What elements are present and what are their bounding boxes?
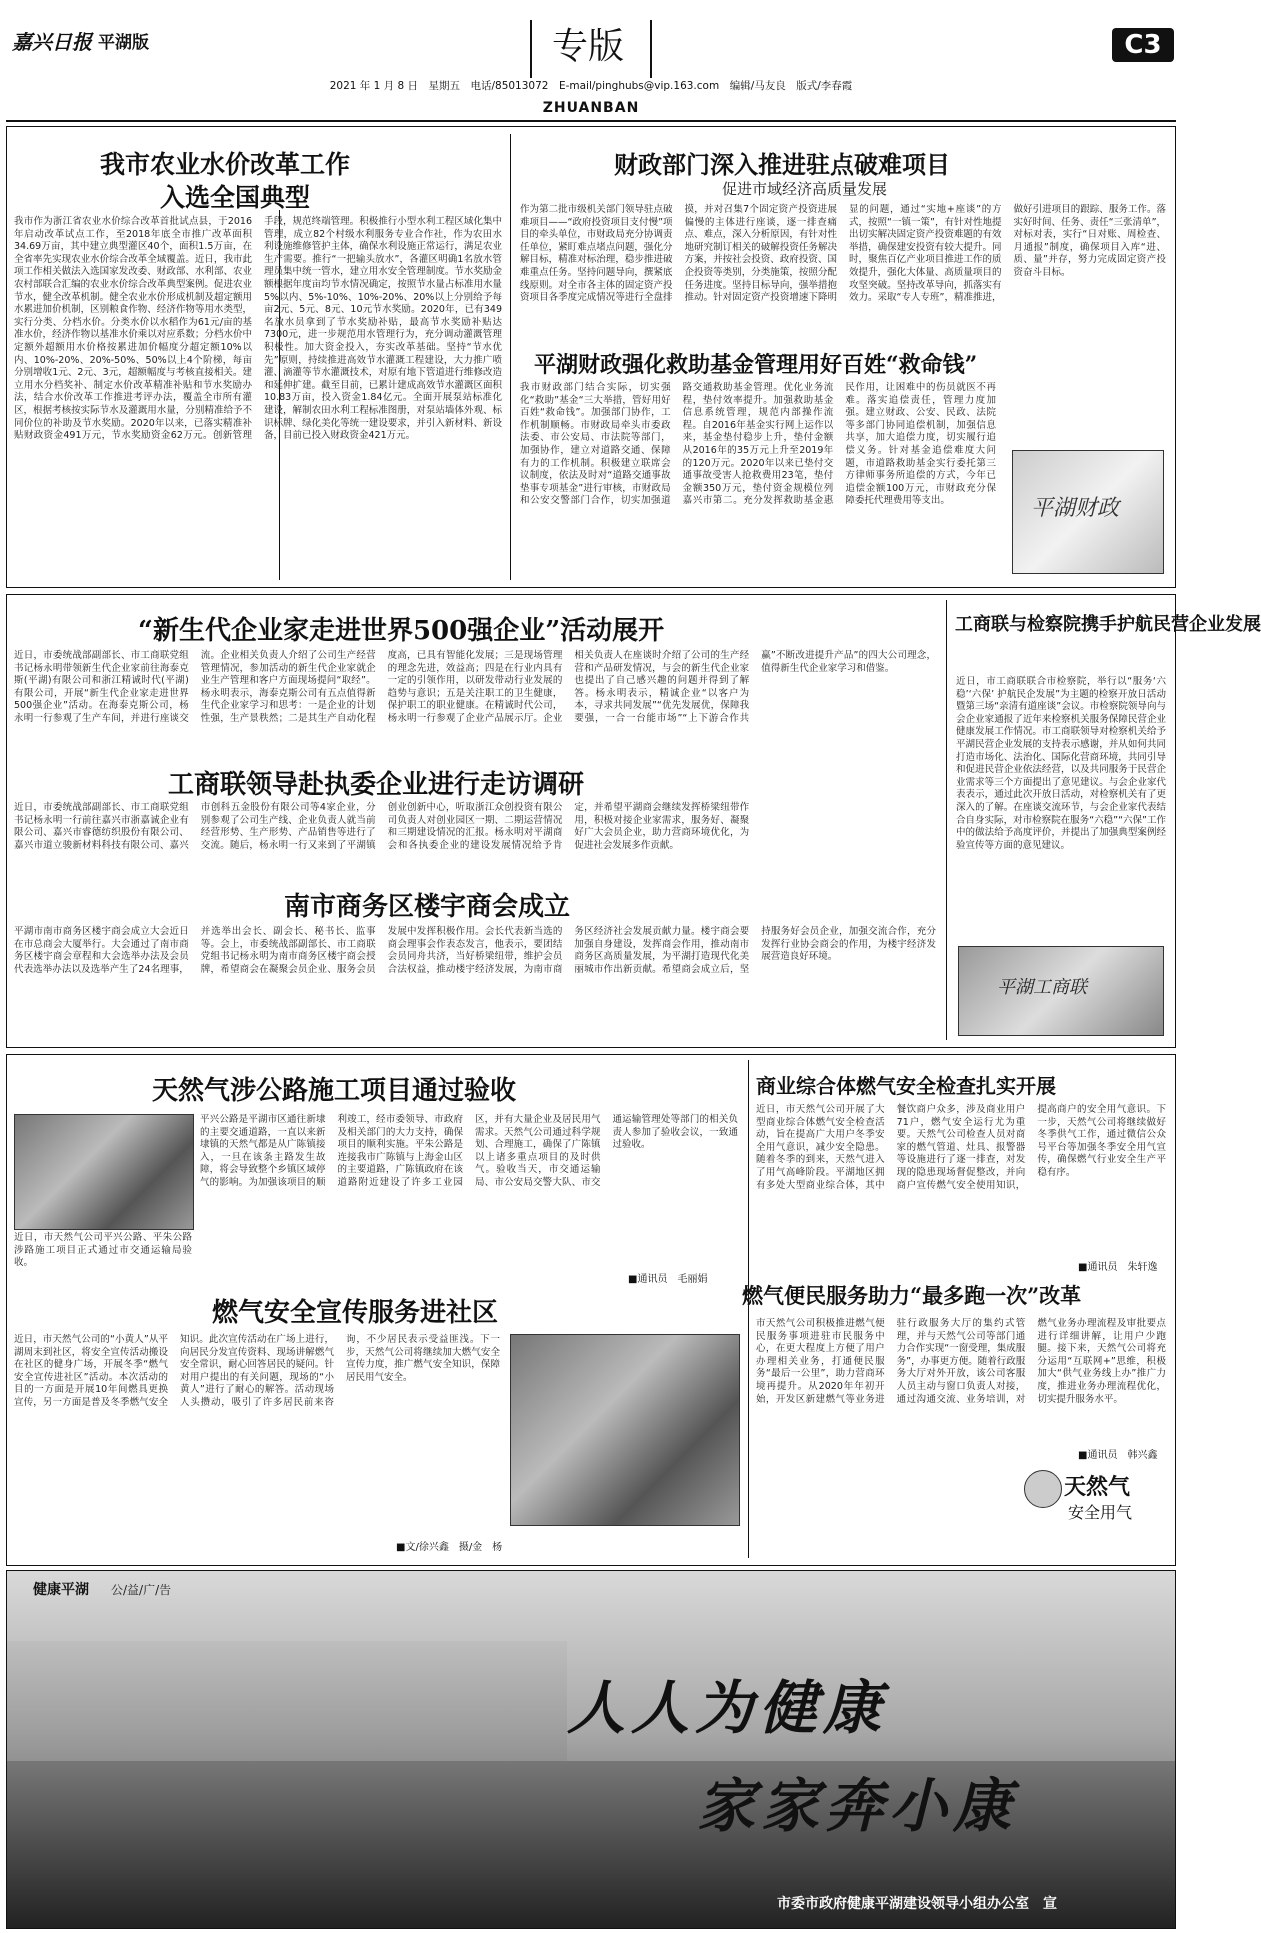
gas-mascot-icon — [1024, 1470, 1062, 1508]
article-body: 平兴公路是平湖市区通往新埭的主要交通道路，一直以来新埭镇的天然气都是从广陈镇接入，一旦在该条主路发生故障，将会导致整个乡镇区域停气的影响。为加强该项目的顺利竣工，经市委领导、市政府及相关部门的大力支持，确保项目的顺利实施。平朱公路是连接我市广陈镇与上海金山区的主要道路，广陈镇政府在该道路附近建设了许多工业园区，并有大量企业及居民用气需求。天然气公司通过科学规划、合理施工，确保了广陈镇以上诸多重点项目的及时供气。验收当天，市交通运输局、市公安局交警大队、市交通运输管理处等部门的相关负责人参加了验收会议，一致通过验收。 — [200, 1114, 738, 1188]
article-title: 燃气安全宣传服务进社区 — [212, 1298, 499, 1328]
article-title: 南市商务区楼宇商会成立 — [284, 892, 571, 922]
gas-safety-badge — [1024, 1464, 1168, 1556]
article-title: 燃气便民服务助力“最多跑一次”改革 — [742, 1283, 1082, 1308]
article-title: 商业综合体燃气安全检查扎实开展 — [756, 1074, 1056, 1098]
article-byline: ■通讯员 朱轩逸 — [1078, 1262, 1158, 1273]
acceptance-photo — [14, 1114, 194, 1230]
community-photo — [510, 1334, 740, 1526]
finance-logo-image — [1012, 450, 1164, 574]
ad-header: 健康平湖 — [33, 1582, 89, 1598]
dateline: 2021 年 1 月 8 日 星期五 电话/85013072 E-mail/pinghubs@vip.163.com 编辑/马友良 版式/李春霞 — [329, 80, 853, 92]
article-title: 工商联领导赴执委企业进行走访调研 — [168, 770, 585, 800]
article-body: 近日，市委统战部副部长、市工商联党组书记杨永明带领新生代企业家前往海泰克斯(平湖)有限公司和浙江精诚时代(平湖)有限公司，开展“新生代企业家走进世界500强企业”活动。在海泰克斯公司，杨永明一行参观了生产车间，并进行座谈交流。企业相关负责人介绍了公司生产经营管理情况，参加活动的新生代企业家就企业生产管理和客户方面现场提问“取经”。杨永明表示，海泰克斯公司有五点值得新生代企业家学习和思考：一是企业的计划性强，生产景秩然；二是其生产自动化程度高，已具有智能化发展；三是现场管理的理念先进，效益高；四是在行业内具有一定的引领作用，以研发带动行业发展的趋势与意识；五是关注职工的卫生健康，保护职工的职业健康。在精诚时代公司，杨永明一行参观了企业产品展示厅。企业相关负责人在座谈时介绍了公司的生产经营和产品研发情况，与会的新生代企业家也提出了自己感兴趣的问题并得到了解答。杨永明表示，精诚企业“以客户为本，寻求共同发展”“优先发展优，保障我要强，一合一台能市场”“上下游合作共赢”不断改进提升产品”的四大公司理念，值得新生代企业家学习和借鉴。 — [14, 650, 936, 724]
ad-header-tag: 公/益/广/告 — [111, 1583, 172, 1597]
ad-slogan-line1: 人人为健康 — [567, 1674, 888, 1742]
gsl-logo-text: 平湖工商联 — [997, 977, 1087, 998]
article-body-tail — [1012, 382, 1164, 442]
article-title: 天然气涉公路施工项目通过验收 — [152, 1076, 517, 1106]
article-body: 我市作为浙江省农业水价综合改革首批试点县，于2016年启动改革试点工作，至2018年底全市推广改革面积34.69万亩，其中建立典型灌区40个，面积1.5万亩，在全省率先实现农业水价综合改革全域覆盖。近日，我市此项工作相关做法入选国家发改委、财政部、水利部、农业农村部联合汇编的农业水价综合改革典型案例。促进农业节水，健全改革机制。健全农业水价形成机制及超定额用水累进加价机制，区别粮食作物、经济作物等用水类型，实行分类、分档水价。分类水价以水稻作为61元/亩的基准水价，经济作物以基准水价乘以对应系数；分档水价中定额外超额用水价格按累进加价幅度分超定额10%以内、10%-20%、20%-50%、50%以上4个阶梯，每亩分别增收1元、2元、3元，超额幅度与考核直接相关。建立用水分档奖补、制定水价改革精准补贴和节水奖励办法，结合水价改革工作推进考评办法，覆盖全市所有灌区，根据考核按实际节水及灌溉用水量，分别精准给予不同价位的补助及节水奖励。2020年以来，已落实精准补贴财政资金491万元，节水奖励资金62万元。创新管理手段，规范终端管理。积极推行小型水利工程区域化集中管理，成立82个村级水利服务专业合作社，作为农田水利设施维修管护主体，确保水利设施正常运行，满足农业生产需要。推行“一把输头放水”，各灌区明确1名放水管理员集中统一管水，建立用水安全管理制度。节水奖励金额根据年度亩均节水情况确定，按照节水量占标准用水量5%以内、5%-10%、10%-20%、20%以上分别给予每亩2元、5元、8元、10元节水奖励。2020年，已有349名放水员拿到了节水奖励补贴，最高节水奖励补贴达7300元，进一步规范用水管理行为，充分调动灌溉管理积极性。加大资金投入，夯实改革基础。坚持“节水优先”原则，持续推进高效节水灌溉工程建设，大力推广喷灌、滴灌等节水灌溉技术，对原有地下管道进行维修改造和延伸扩建。截至目前，已累计建成高效节水灌溉区面积10.83万亩，投入资金1.84亿元。全面开展泵站标准化建设，解制农田水利工程标准图册，对泵站墙体外观、标识标牌、绿化美化等统一建设要求，并引入新材料、新设备，目前已投入财政资金421万元。 — [14, 216, 502, 442]
article-byline: ■通讯员 韩兴鑫 — [1078, 1450, 1158, 1461]
ad-footer: 市委市政府健康平湖建设领导小组办公室 宣 — [777, 1896, 1057, 1912]
article-body: 平湖市南市商务区楼宇商会成立大会近日在市总商会大厦举行。大会通过了南市商务区楼宇商会章程和大会选举办法及会员代表选举办法以及选举产生了24名理事，并选举出会长、副会长、秘书长、监事等。会上，市委统战部副部长、市工商联党组书记杨永明为南市商务区楼宇商会授牌，希望商会在凝聚会员企业、服务会员发展中发挥积极作用。会长代表新当选的商会理事会作表态发言，他表示，要团结会员同舟共济，当好桥梁纽带，维护会员合法权益，推动楼宇经济发展，为南市商务区经济社会发展贡献力量。楼宇商会要加强自身建设，发挥商会作用，推动南市商务区高质量发展，为平湖打造现代化美丽城市作出新贡献。希望商会成立后，坚持服务好会员企业，加强交流合作，充分发挥行业协会商会的作用，为楼宇经济发展营造良好环境。 — [14, 926, 936, 975]
edition-name: 平湖版 — [98, 33, 149, 53]
gas-badge-line1: 天然气 — [1064, 1474, 1131, 1500]
article-title: 工商联与检察院携手护航民营企业发展 — [955, 614, 1261, 635]
article-title: 入选全国典型 — [160, 183, 311, 212]
article-body: 我市财政部门结合实际，切实强化“救助”基金“三大举措，管好用好百姓“救命钱”。加强部门协作，工作机制顺畅。市财政局牵头市委政法委、市公安局、市法院等部门，加强协作，建立对道路交通、保障有力的工作机制。积极建立联席会议制度，依法及时对“道路交通事故垫事专项基金”进行审核，市财政局和公安交警部门合作，切实加强道路交通救助基金管理。优化业务流程，垫付效率提升。加强救助基金信息系统管理，规范内部操作流程。自2016年基金实行网上运作以来，基金垫付稳步上升，垫付金额从2016年的35万元上升至2019年的120万元。2020年以来已垫付交通事故受害人抢救费用23笔，垫付金额350万元，垫付资金规模位列嘉兴市第二。充分发挥救助基金惠民作用，让困难中的伤员就医不再难。落实追偿责任，管理力度加强。建立财政、公安、民政、法院等多部门协同追偿机制，加强信息共享，加大追偿力度，切实履行追偿义务。针对基金追偿难度大问题，市道路救助基金实行委托第三方律师事务所追偿的方式，今年已追偿金额100万元，市财政充分保障委托代理费用等支出。 — [520, 382, 996, 507]
section-title: 专版 — [552, 26, 625, 67]
article-title: 我市农业水价改革工作 — [100, 150, 351, 179]
ad-skyline — [7, 1641, 567, 1781]
photo-caption: 近日，市天然气公司平兴公路、平朱公路涉路施工项目正式通过市交通运输局验收。 — [14, 1232, 192, 1269]
page-number: C3 — [1112, 28, 1174, 62]
article-body: 近日，市委统战部副部长、市工商联党组书记杨永明一行前往嘉兴市浙嘉诚企业有限公司、嘉兴市睿德纺织股份有限公司、嘉兴市道立骏新材料科技有限公司、嘉兴市创科五金股份有限公司等4家企业，分别参观了公司生产线、企业负责人就当前经营形势、生产形势、产品销售等进行了交流。随后，杨永明一行又来到了平湖镇创业创新中心，听取浙江众创投资有限公司负责人对创业园区一期、二期运营情况和三期建设情况的汇报。杨永明对平湖商会和各执委企业的建设发展情况给予肯定，并希望平湖商会继续发挥桥梁纽带作用，积极对接企业家需求，服务好、凝聚好广大会员企业，助力营商环境优化，为促进社会发展多作贡献。 — [14, 802, 750, 851]
article-title: 财政部门深入推进驻点破难项目 — [614, 150, 950, 179]
article-title: “新生代企业家走进世界500强企业”活动展开 — [138, 616, 665, 646]
article-subtitle: 促进市域经济高质量发展 — [722, 180, 888, 198]
finance-logo-text: 平湖财政 — [1031, 496, 1120, 521]
public-ad — [6, 1570, 1176, 1929]
article-body: 近日，市天然气公司的“小黄人”从平湖周末到社区，将安全宣传活动搬设在社区的健身广场，开展冬季“燃气安全宣传进社区”活动。本次活动的目的一方面是开展10年间燃具更换宣传，另一方面是普及冬季燃气安全知识。此次宣传活动在广场上进行，向居民分发宣传资料、现场讲解燃气安全常识，耐心回答居民的疑问。针对用户提出的有关问题，现场的“小黄人”进行了耐心的解答。活动现场人头攒动，吸引了许多居民前来咨询，不少居民表示受益匪浅。下一步，天然气公司将继续加大燃气安全宣传力度，推广燃气安全知识，保障居民用气安全。 — [14, 1334, 500, 1408]
paper-name: 嘉兴日报 — [12, 30, 92, 54]
gsl-logo-image — [958, 946, 1164, 1036]
ad-slogan-line2: 家家奔小康 — [697, 1772, 1018, 1840]
article-body: 作为第二批市级机关部门领导驻点破难项目——“政府投资项目支付慢”项目的牵头单位，市财政局充分协调责任单位，紧盯难点堵点问题，强化分解目标，精准对标治理，稳步推进破难重点任务。坚持问题导向，撰紧底线原则。对全市各主体的固定资产投资项目各季度完成情况等进行全盘排摸，并对召集7个固定资产投资进展偏慢的主体进行座谈，逐一排查痛点、难点，深入分析原因，有针对性地研究制订相关的破解投资任务解决方案，并按社会投资、政府投资、国企投资等类别，分类施策，按照分配任务进度。坚持目标导向，强举措抱推动。针对固定资产投资增速下降明显的问题，通过“实地+座谈”的方式，按照“一镇一策”，有针对性地提出切实解决固定资产投资难题的有效举措，确保建安投资有较大提升。同时，聚焦百亿产业项目推进工作的质效提升，强化大体量、高质量项目的攻坚突破。坚持改革导向，抓落实有效力。采取“专人专班”，精准推进，做好引进项目的跟踪、服务工作。落实好时间、任务、责任“三张清单”，对标对表，实行“日对账、周检查、月通报”制度，确保项目入库“进、质、量”并存，努力完成固定资产投资奋斗目标。 — [520, 204, 1166, 304]
section-pinyin: ZHUANBAN — [542, 100, 640, 116]
article-body: 近日，市天然气公司开展了大型商业综合体燃气安全检查活动，旨在提高广大用户冬季安全用气意识，减少安全隐患。随着冬季的到来，天然气进入了用气高峰阶段。平湖地区拥有多处大型商业综合体，其中餐饮商户众多，涉及商业用户71户，燃气安全运行尤为重要。天然气公司检查人员对商家的燃气管道、灶具、报警器等设施进行了逐一排查，对发现的隐患现场督促整改，并向商户宣传燃气安全使用知识，提高商户的安全用气意识。下一步，天然气公司将继续做好冬季供气工作，通过微信公众号平台等加强冬季安全用气宣传，确保燃气行业安全生产平稳有序。 — [756, 1104, 1166, 1191]
article-byline: ■通讯员 毛丽娟 — [628, 1274, 708, 1285]
masthead — [0, 0, 1182, 128]
article-body: 近日，市工商联联合市检察院，举行以“服务‘六稳’‘六保’ 护航民企发展”为主题的检察开放日活动暨第三场“亲清有道座谈”会议。市检察院领导向与会企业家通报了近年来检察机关服务保障民营企业健康发展工作情况。市工商联领导对检察机关给予平湖民营企业发展的支持表示感谢，并从如何共同打造市场化、法治化、国际化营商环境，共同引导和促进民营企业依法经营，以及共同服务于民营企业需求等三个方面提出了意见建议。与会企业家代表表示，通过此次开放日活动，对检察机关有了更深入的了解。在座谈交流环节，与会企业家代表结合自身实际，对市检察院在服务“六稳”“六保”工作中的做法给予高度评价，并提出了加强典型案例经验宣传等方面的意见建议。 — [956, 676, 1166, 851]
gas-badge-line2: 安全用气 — [1068, 1503, 1133, 1522]
article-body: 市天然气公司积极推进燃气便民服务事项进驻市民服务中心，在更大程度上方便了用户办理相关业务，打通便民服务“最后一公里”，助力营商环境再提升。从2020年年初开始，开发区新建燃气等业务进驻行政服务大厅的集约式管理，并与天然气公司等部门通力合作实现“一窗受理，集成服务”，办事更方便。随着行政服务大厅对外开放，该公司客服人员主动与窗口负责人对接，通过沟通交流、业务培训，对燃气业务办理流程及审批要点进行详细讲解，让用户少跑腿。接下来，天然气公司将充分运用“互联网+”思维，积极加大“供气业务线上办”推广力度，推进业务办理流程优化，切实提升服务水平。 — [756, 1318, 1166, 1405]
article-title: 平湖财政强化救助基金管理用好百姓“救命钱” — [534, 352, 978, 378]
article-byline: ■文/徐兴鑫 摄/金 杨 — [396, 1542, 503, 1553]
